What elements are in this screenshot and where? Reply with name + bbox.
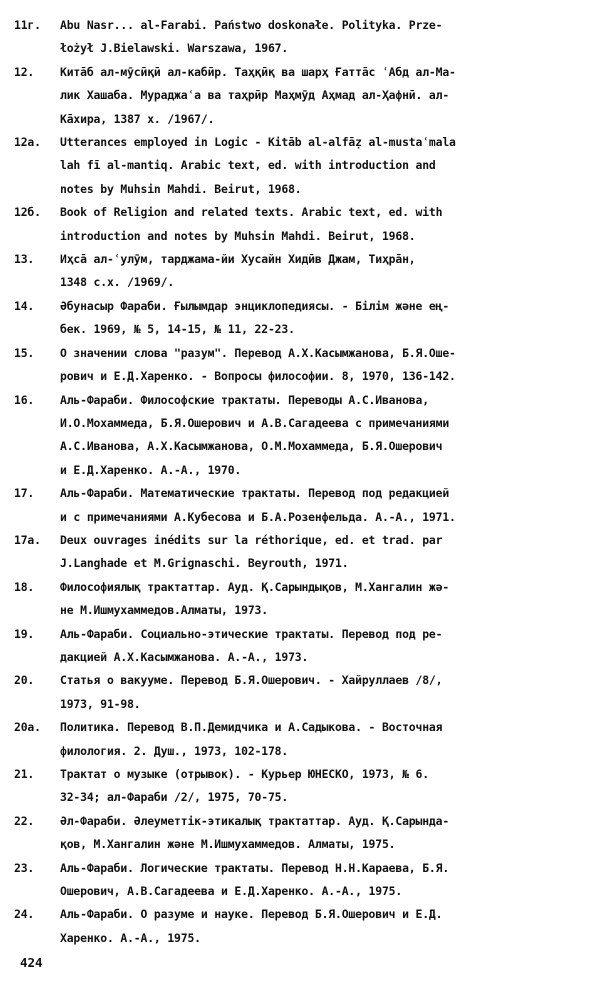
entry-line: бек. 1969, № 5, 14-15, № 11, 22-23. (60, 322, 295, 337)
entry-line: Кāхира, 1387 х. /1967/. (60, 111, 215, 126)
entry-line: lah fī al-mantiq. Arabic text, ed. with introduction and (60, 158, 436, 173)
entry-line: Китāб ал-мӯсӣқӣ ал-кабӣр. Таҳқӣқ ва шарҳ Ғаттāс ʿАбд ал-Ма- (60, 64, 456, 79)
entry-line: Ошерович, А.В.Сагадеева и Е.Д.Харенко. А.-А., 1975. (60, 884, 403, 899)
bibliography-entry (14, 61, 600, 131)
entry-text (60, 14, 600, 61)
entry-line: Аль-Фараби. Социально-этические трактаты. Перевод под ре- (60, 626, 443, 641)
entry-line: Abu Nasr... al-Farabi. Państwo doskonałe. Polityka. Prze- (60, 18, 443, 32)
bibliography-entry (14, 14, 600, 61)
entry-number: 15. (14, 345, 35, 360)
entry-line: Аль-Фараби. Логические трактаты. Перевод Н.Н.Караева, Б.Я. (60, 860, 450, 875)
entry-line: рович и Е.Д.Харенко. - Вопросы философии. 8, 1970, 136-142. (60, 369, 456, 384)
entry-line: Аль-Фараби. Философские трактаты. Переводы А.С.Иванова, (60, 392, 429, 407)
entry-text (60, 903, 600, 950)
bibliography-entry (14, 623, 600, 670)
entry-line: О значении слова "разум". Перевод А.Х.Касымжанова, Б.Я.Ошe- (60, 345, 456, 360)
entry-number: 13. (14, 252, 35, 267)
bibliography-entry (14, 576, 600, 623)
bibliography-entry (14, 389, 600, 483)
bibliography-entry (14, 810, 600, 857)
entry-line: introduction and notes by Muhsin Mahdi. Beirut, 1968. (60, 228, 416, 243)
entry-line: дакцией А.Х.Касымжанова. А.-А., 1973. (60, 649, 309, 664)
entry-line: Философиялық трактаттар. Ауд. Қ.Сарындықов, М.Хангалин жә- (60, 579, 450, 594)
bibliography-entry (14, 763, 600, 810)
entry-number: 22. (14, 813, 35, 828)
bibliography-entry (14, 342, 600, 389)
entry-text (60, 342, 600, 389)
entry-line: Әбунасыр Фараби. Ғылымдар энциклопедиясы. - Білім және ең- (60, 298, 450, 313)
bibliography-entry (14, 131, 600, 201)
entry-line: Трактат о музыке (отрывок). - Курьер ЮНЕСКО, 1973, № 6. (60, 767, 429, 781)
entry-line: łożył J.Bielawski. Warszawa, 1967. (60, 41, 289, 56)
entry-line: Аль-Фараби. Математические трактаты. Перевод под редакцией (60, 486, 450, 501)
entry-text (60, 248, 600, 295)
bibliography-entry (14, 201, 600, 248)
entry-text (60, 482, 600, 529)
entry-line: и Е.Д.Харенко. А.-А., 1970. (60, 462, 242, 477)
entry-line: Статья о вакууме. Перевод Б.Я.Ошерович. - Хайруллаев /8/, (60, 673, 443, 688)
entry-text (60, 763, 600, 810)
bibliography-entry (14, 857, 600, 904)
entry-line: Аль-Фараби. О разуме и науке. Перевод Б.Я.Ошерович и Е.Д. (60, 907, 443, 922)
entry-line: лик Хашаба. Мураджаʿа ва таҳрӣр Маҳмӯд Аҳмад ал-Ҳафнӣ. ал- (60, 88, 450, 103)
entry-text (60, 857, 600, 904)
bibliography-entry (14, 248, 600, 295)
entry-line: қов, М.Хангалин және М.Ишмухаммедов. Алматы, 1975. (60, 837, 396, 852)
entry-number: 12. (14, 64, 35, 79)
entry-number: 12а. (14, 135, 41, 150)
entry-text (60, 669, 600, 716)
entry-text (60, 716, 600, 763)
entry-text (60, 61, 600, 131)
entry-line: Әл-Фараби. Әлеуметтік-этикалық трактаттар. Ауд. Қ.Сарындa- (60, 813, 450, 828)
entry-text (60, 131, 600, 201)
entry-line: А.С.Иванова, А.Х.Касымжанова, О.М.Мохаммеда, Б.Я.Ошерович (60, 439, 443, 454)
entry-text (60, 529, 600, 576)
entry-line: Харенко. А.-А., 1975. (60, 930, 201, 945)
bibliography-list (14, 14, 600, 950)
entry-line: 1348 с.х. /1969/. (60, 275, 175, 290)
entry-line: И.О.Мохаммеда, Б.Я.Ошерович и А.В.Сагадеева с примечаниями (60, 415, 450, 430)
entry-line: J.Langhade et M.Grignaschi. Beyrouth, 1971. (60, 556, 349, 571)
entry-number: 20а. (14, 720, 41, 735)
page-number: 424 (20, 955, 43, 970)
entry-number: 16. (14, 392, 35, 407)
bibliography-entry (14, 529, 600, 576)
entry-line: notes by Muhsin Mahdi. Beirut, 1968. (60, 181, 302, 196)
entry-text (60, 810, 600, 857)
entry-number: 18. (14, 579, 35, 594)
entry-number: 11г. (14, 18, 41, 32)
entry-text (60, 295, 600, 342)
entry-number: 20. (14, 673, 35, 688)
entry-number: 21. (14, 767, 35, 781)
entry-line: филология. 2. Душ., 1973, 102-178. (60, 743, 289, 758)
entry-line: и с примечаниями А.Кубесова и Б.А.Розенфельда. А.-А., 1971. (60, 509, 456, 524)
entry-line: 32-34; ал-Фараби /2/, 1975, 70-75. (60, 790, 289, 805)
entry-number: 14. (14, 298, 35, 313)
bibliography-entry (14, 716, 600, 763)
entry-number: 24. (14, 907, 35, 922)
entry-number: 17. (14, 486, 35, 501)
entry-number: 19. (14, 626, 35, 641)
bibliography-entry (14, 669, 600, 716)
bibliography-entry (14, 903, 600, 950)
entry-text (60, 389, 600, 483)
bibliography-entry (14, 482, 600, 529)
entry-line: Deux ouvrages inédits sur la réthorique, ed. et trad. par (60, 532, 443, 547)
entry-text (60, 576, 600, 623)
entry-text (60, 623, 600, 670)
entry-line: 1973, 91-98. (60, 696, 141, 711)
entry-line: Utterances employed in Logic - Kitāb al-alfāẓ al-mustaʿmala (60, 135, 456, 150)
entry-number: 17а. (14, 532, 41, 547)
entry-line: не М.Ишмухаммедов.Алматы, 1973. (60, 603, 268, 618)
entry-number: 12б. (14, 205, 41, 220)
entry-line: Иҳсā ал-ʿулӯм, тарджама-йи Хусайн Хидӣв Джам, Тиҳрāн, (60, 252, 416, 267)
entry-line: Book of Religion and related texts. Arabic text, ed. with (60, 205, 443, 220)
bibliography-entry (14, 295, 600, 342)
entry-line: Политика. Перевод В.П.Демидчика и А.Садыкова. - Восточная (60, 720, 443, 735)
entry-text (60, 201, 600, 248)
entry-number: 23. (14, 860, 35, 875)
